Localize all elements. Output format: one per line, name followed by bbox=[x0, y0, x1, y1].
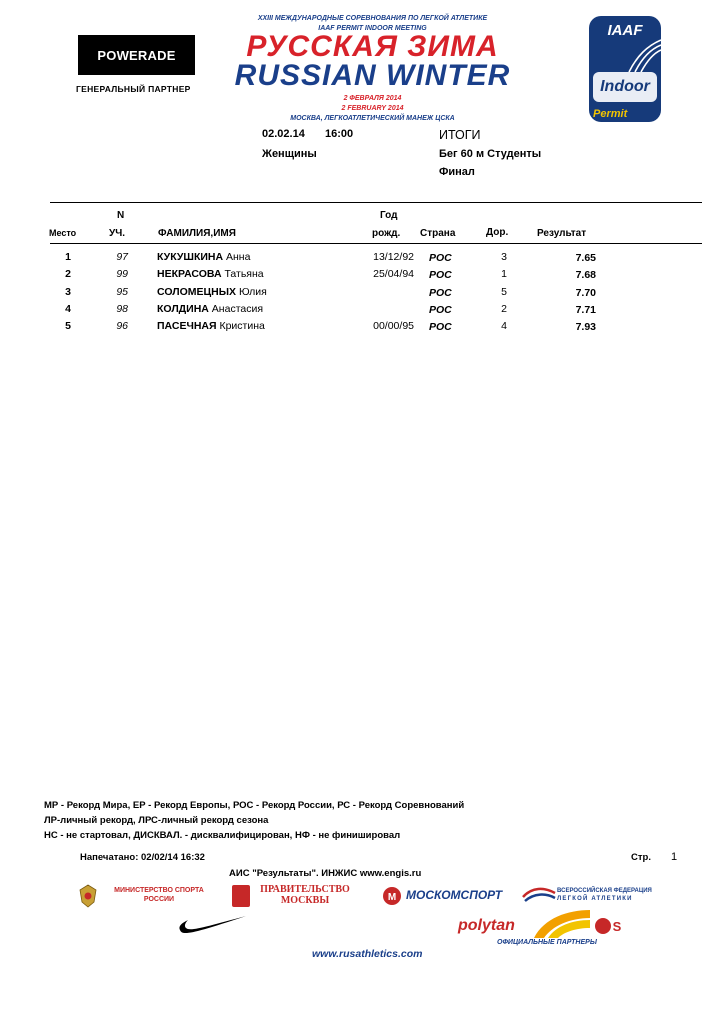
footnote-records: МР - Рекорд Мира, ЕР - Рекорд Европы, РОС - Рекорд России, РС - Рекорд Соревнований bbox=[44, 800, 465, 811]
event-round: Финал bbox=[439, 166, 475, 178]
event-gender: Женщины bbox=[262, 148, 317, 160]
ministry-logo-text: МИНИСТЕРСТВО СПОРТА РОССИИ bbox=[114, 887, 204, 903]
website-link[interactable]: www.rusathletics.com bbox=[312, 948, 423, 960]
row-place: 1 bbox=[65, 251, 71, 263]
row-country: РОС bbox=[429, 321, 452, 333]
ais-credit: АИС "Результаты". ИНЖИС www.engis.ru bbox=[229, 868, 422, 879]
row-bib: 96 bbox=[116, 320, 128, 332]
event-name: Бег 60 м Студенты bbox=[439, 148, 542, 160]
date-english: 2 FEBRUARY 2014 bbox=[341, 105, 404, 112]
row-result: 7.68 bbox=[575, 269, 596, 281]
os-logo-icon bbox=[594, 916, 626, 936]
row-dob: 25/04/94 bbox=[373, 268, 414, 280]
moscow-emblem-icon bbox=[232, 885, 250, 907]
competition-line-1: XXIII МЕЖДУНАРОДНЫЕ СОРЕВНОВАНИЯ ПО ЛЕГКОЙ АТЛЕТИКЕ bbox=[257, 15, 488, 22]
title-russian: РУССКАЯ ЗИМА bbox=[246, 30, 499, 63]
header-dob-bottom: рожд. bbox=[372, 228, 401, 239]
row-lane: 1 bbox=[501, 268, 507, 280]
row-result: 7.71 bbox=[575, 304, 596, 316]
row-surname: ПАСЕЧНАЯ bbox=[157, 320, 217, 332]
row-first-name: Анастасия bbox=[211, 303, 264, 315]
footnote-personal: ЛР-личный рекорд, ЛРС-личный рекорд сезона bbox=[44, 815, 269, 826]
row-bib: 95 bbox=[116, 286, 128, 298]
row-lane: 3 bbox=[501, 251, 507, 263]
row-first-name: Юлия bbox=[238, 286, 267, 298]
row-bib: 99 bbox=[116, 268, 128, 280]
row-result: 7.93 bbox=[575, 321, 596, 333]
row-bib: 97 bbox=[116, 251, 128, 263]
row-athlete-name bbox=[157, 320, 265, 332]
table-top-rule bbox=[50, 202, 702, 203]
federation-line-2: ЛЕГКОЙ АТЛЕТИКИ bbox=[557, 896, 633, 902]
row-place: 5 bbox=[65, 320, 71, 332]
moskomsport-emblem-icon bbox=[381, 886, 403, 906]
table-row bbox=[0, 268, 724, 285]
federation-line-1: ВСЕРОССИЙСКАЯ ФЕДЕРАЦИЯ bbox=[557, 888, 652, 894]
header-name: ФАМИЛИЯ,ИМЯ bbox=[158, 228, 236, 239]
moskomsport-logo-text: МОСКОМСПОРТ bbox=[406, 888, 503, 902]
coat-of-arms-icon bbox=[78, 884, 98, 908]
row-dob: 00/00/95 bbox=[373, 320, 414, 332]
event-date: 02.02.14 bbox=[262, 128, 305, 140]
svg-text:M: M bbox=[387, 892, 397, 903]
row-surname: СОЛОМЕЦНЫХ bbox=[157, 286, 237, 298]
row-first-name: Татьяна bbox=[224, 268, 264, 280]
federation-logo-text bbox=[557, 887, 652, 903]
page-label: Стр. bbox=[631, 852, 651, 863]
row-country: РОС bbox=[429, 269, 452, 281]
polytan-logo-text: polytan bbox=[458, 917, 515, 934]
moscow-government-logo-text: ПРАВИТЕЛЬСТВО МОСКВЫ bbox=[260, 884, 350, 906]
printed-timestamp: Напечатано: 02/02/14 16:32 bbox=[80, 852, 205, 863]
powerade-logo bbox=[78, 35, 195, 75]
row-first-name: Анна bbox=[226, 251, 251, 263]
row-lane: 5 bbox=[501, 286, 507, 298]
venue: МОСКВА, ЛЕГКОАТЛЕТИЧЕСКИЙ МАНЕЖ ЦСКА bbox=[290, 115, 455, 122]
iaaf-logo-indoor: Indoor bbox=[593, 72, 657, 102]
row-surname: КОЛДИНА bbox=[157, 303, 209, 315]
svg-text:S: S bbox=[612, 919, 622, 934]
row-surname: КУКУШКИНА bbox=[157, 251, 224, 263]
row-country: РОС bbox=[429, 287, 452, 299]
results-label: ИТОГИ bbox=[439, 128, 481, 142]
header-country: Страна bbox=[420, 228, 456, 239]
table-header-rule bbox=[50, 243, 702, 244]
row-lane: 4 bbox=[501, 320, 507, 332]
row-place: 3 bbox=[65, 286, 71, 298]
header-result: Результат bbox=[537, 228, 587, 239]
official-partners-label: ОФИЦИАЛЬНЫЕ ПАРТНЕРЫ bbox=[497, 939, 597, 946]
row-surname: НЕКРАСОВА bbox=[157, 268, 222, 280]
row-country: РОС bbox=[429, 252, 452, 264]
title-english: RUSSIAN WINTER bbox=[234, 59, 511, 92]
row-athlete-name bbox=[157, 251, 250, 263]
header-lane: Дор. bbox=[486, 227, 509, 238]
row-result: 7.70 bbox=[575, 287, 596, 299]
row-athlete-name bbox=[157, 268, 264, 280]
powerade-logo-text: POWERADE bbox=[97, 47, 176, 63]
header-bib-bottom: УЧ. bbox=[109, 228, 126, 239]
table-row bbox=[0, 320, 724, 337]
general-partner-label: ГЕНЕРАЛЬНЫЙ ПАРТНЕР bbox=[76, 84, 191, 94]
row-place: 2 bbox=[65, 268, 71, 280]
row-athlete-name bbox=[157, 303, 263, 315]
track-lines-icon bbox=[589, 38, 661, 72]
athletics-federation-swoosh-icon bbox=[522, 885, 556, 903]
row-dob: 13/12/92 bbox=[373, 251, 414, 263]
row-result: 7.65 bbox=[575, 252, 596, 264]
table-row bbox=[0, 286, 724, 303]
row-lane: 2 bbox=[501, 303, 507, 315]
polytan-track-icon bbox=[528, 908, 590, 938]
page-number: 1 bbox=[671, 851, 678, 863]
iaaf-logo-permit: Permit bbox=[593, 108, 628, 120]
row-bib: 98 bbox=[116, 303, 128, 315]
iaaf-indoor-permit-logo bbox=[589, 16, 661, 122]
date-russian: 2 ФЕВРАЛЯ 2014 bbox=[343, 95, 402, 102]
table-row bbox=[0, 251, 724, 268]
iaaf-logo-top: IAAF bbox=[607, 22, 643, 39]
row-country: РОС bbox=[429, 304, 452, 316]
header-place: Место bbox=[49, 228, 77, 238]
table-row bbox=[0, 303, 724, 320]
footnote-status: НС - не стартовал, ДИСКВАЛ. - дисквалифицирован, НФ - не финишировал bbox=[44, 830, 401, 841]
row-athlete-name bbox=[157, 286, 267, 298]
header-dob-top: Год bbox=[380, 210, 398, 221]
competition-line-2: IAAF PERMIT INDOOR MEETING bbox=[318, 25, 427, 32]
event-time: 16:00 bbox=[325, 128, 354, 140]
header-bib-top: N bbox=[117, 210, 125, 221]
nike-swoosh-icon bbox=[178, 912, 248, 936]
row-place: 4 bbox=[65, 303, 71, 315]
row-first-name: Кристина bbox=[219, 320, 265, 332]
